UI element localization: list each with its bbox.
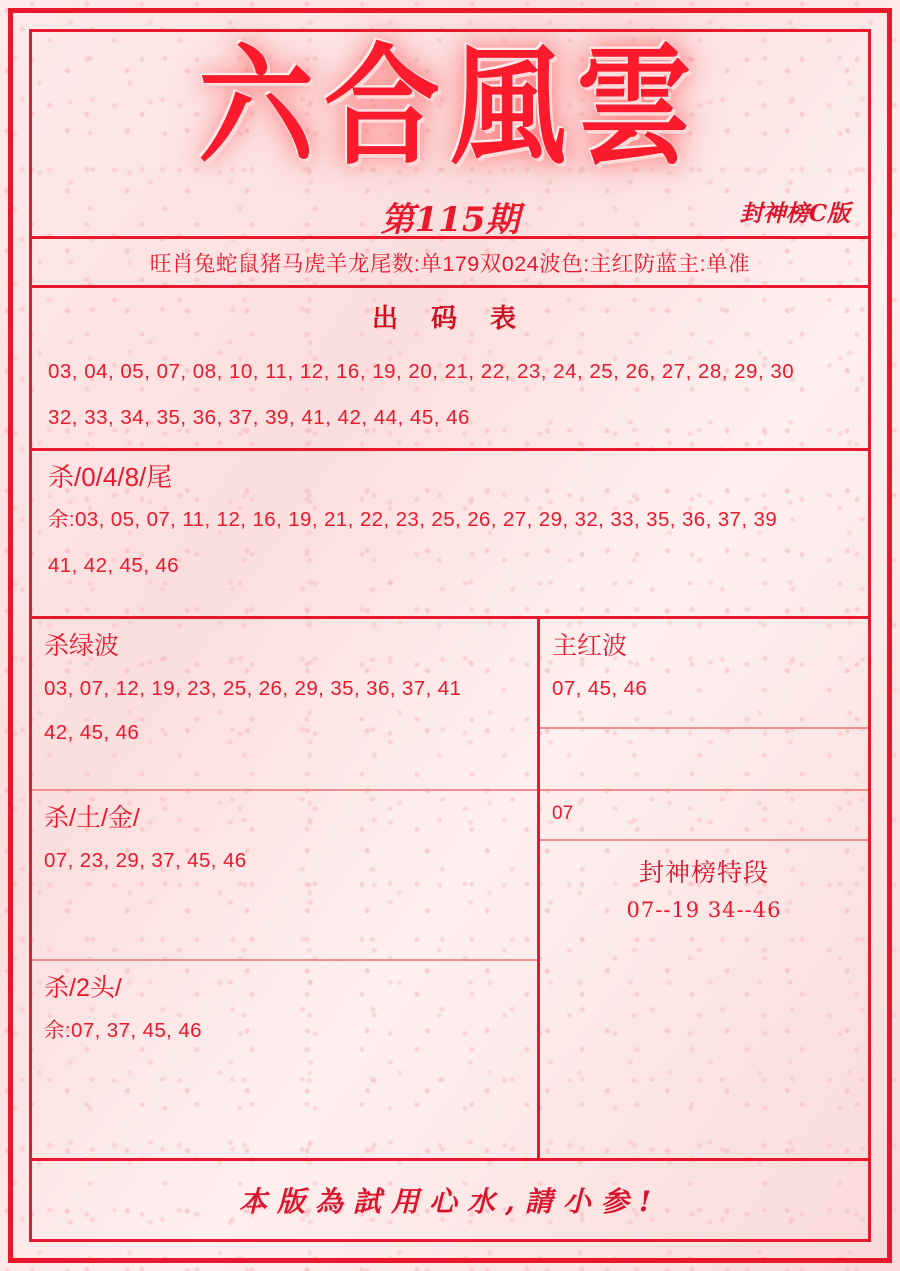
single-number-block <box>540 791 868 841</box>
special-range-block <box>540 841 868 1158</box>
special-range-title: 封神榜特段 <box>638 859 769 887</box>
main-red-wave-title: 主红波 <box>552 632 628 660</box>
kill-head-block <box>32 961 537 1158</box>
outer-border <box>8 8 892 1263</box>
middle-columns <box>32 619 868 1161</box>
kill-element-title: 杀/土/金/ <box>44 804 140 832</box>
blank-block <box>540 729 868 791</box>
main-red-wave-line-1: 07, 45, 46 <box>552 677 648 700</box>
kill-green-wave-title: 杀绿波 <box>44 632 120 660</box>
issue-number: 第115期 <box>380 200 520 240</box>
footer-disclaimer <box>32 1161 868 1239</box>
kill-tail-line-1: 余:03, 05, 07, 11, 12, 16, 19, 21, 22, 23, 25, 26, 27, 29, 32, 33, 35, 36, 37, 39 <box>48 508 778 531</box>
kill-tail-section <box>32 451 868 619</box>
left-column <box>32 619 540 1158</box>
code-table-line-2: 32, 33, 34, 35, 36, 37, 39, 41, 42, 44, 45, 46 <box>48 406 470 429</box>
kill-element-line-1: 07, 23, 29, 37, 45, 46 <box>44 849 247 872</box>
single-number-value: 07 <box>552 803 574 824</box>
kill-head-title: 杀/2头/ <box>44 974 122 1002</box>
main-red-wave-block <box>540 619 868 729</box>
kill-tail-title: 杀/0/4/8/尾 <box>48 462 173 492</box>
footer-disclaimer-text: 本版為試用心水,請小参! <box>238 1185 662 1218</box>
kill-tail-line-2: 41, 42, 45, 46 <box>48 554 179 577</box>
kill-green-wave-block <box>32 619 537 791</box>
code-table-title: 出 码 表 <box>371 304 529 334</box>
kill-head-line-1: 余:07, 37, 45, 46 <box>44 1019 202 1042</box>
kill-element-block <box>32 791 537 961</box>
summary-band-text: 旺肖兔蛇鼠猪马虎羊龙尾数:单179双024波色:主红防蓝主:单准 <box>149 251 751 276</box>
edition-label: 封神榜C版 <box>739 200 850 227</box>
kill-green-wave-line-2: 42, 45, 46 <box>44 721 140 744</box>
inner-border <box>29 29 871 1242</box>
site-logo-title: 六合風雲 <box>198 30 702 184</box>
code-table-section <box>32 288 868 451</box>
right-column <box>540 619 868 1158</box>
special-range-numbers: 07--19 34--46 <box>626 898 782 922</box>
summary-band <box>32 239 868 288</box>
header <box>32 32 868 239</box>
code-table-line-1: 03, 04, 05, 07, 08, 10, 11, 12, 16, 19, 20, 21, 22, 23, 24, 25, 26, 27, 28, 29, 30 <box>48 360 795 383</box>
kill-green-wave-line-1: 03, 07, 12, 19, 23, 25, 26, 29, 35, 36, 37, 41 <box>44 677 462 700</box>
